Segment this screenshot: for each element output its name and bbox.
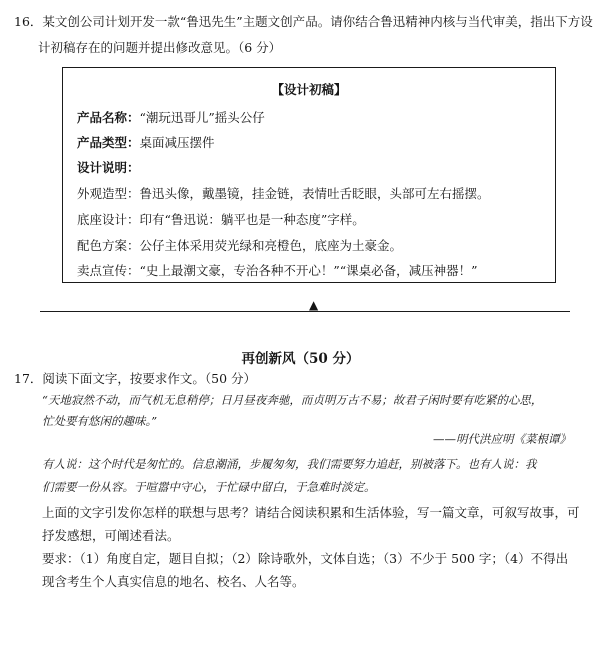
product-name-value: “潮玩迅哥儿”摇头公仔 (139, 110, 265, 125)
prompt-line1: 上面的文字引发你怎样的联想与思考？请结合阅读积累和生活体验，写一篇文章，可叙写故事，可 (42, 505, 580, 520)
quote-line2: 忙处要有悠闲的趣味。” (42, 414, 158, 428)
design-draft-title: 【设计初稿】 (271, 82, 347, 97)
requirements-line1: 要求：（1）角度自定，题目自拟；（2）除诗歌外，文体自选；（3）不少于 500 字；（4）不得出 (42, 551, 569, 566)
material-para-line2: 们需要一份从容。于喧嚣中守心，于忙碌中留白，于急难时淡定。 (42, 480, 376, 494)
design-draft-box (62, 67, 556, 283)
product-type-label: 产品类型： (77, 135, 140, 150)
section-divider (40, 311, 570, 312)
question-16-text-line2: 计初稿存在的问题并提出修改意见。（6 分） (38, 40, 282, 55)
prompt-line2: 抒发感想，可阐述看法。 (42, 528, 180, 543)
color-scheme-line: 配色方案：公仔主体采用荧光绿和亮橙色，底座为土豪金。 (77, 238, 403, 253)
base-design-line: 底座设计：印有“鲁迅说：躺平也是一种态度”字样。 (77, 212, 365, 227)
appearance-line: 外观造型：鲁迅头像，戴墨镜，挂金链，表情吐舌眨眼，头部可左右摇摆。 (77, 186, 490, 201)
product-name-label: 产品名称： (77, 110, 140, 125)
quote-source: ——明代洪应明《菜根谭》 (433, 432, 571, 446)
requirements-line2: 现含考生个人真实信息的地名、校名、人名等。 (42, 574, 305, 589)
question-17-title: 17．阅读下面文字，按要求作文。（50 分） (14, 371, 257, 386)
divider-triangle-icon: ▲ (309, 298, 319, 312)
material-para-line1: 有人说：这个时代是匆忙的。信息潮涌，步履匆匆，我们需要努力追赶，别被落下。也有人说：我 (42, 457, 537, 471)
design-description-label: 设计说明： (77, 160, 140, 175)
question-16-text-line1: 16．某文创公司计划开发一款“鲁迅先生”主题文创产品。请你结合鲁迅精神内核与当代审美，指出下方设 (14, 14, 593, 29)
section-title: 再创新风（50 分） (241, 351, 360, 367)
product-type-value: 桌面减压摆件 (139, 135, 215, 150)
selling-point-line: 卖点宣传：“史上最潮文豪，专治各种不开心！”“课桌必备，减压神器！” (77, 263, 478, 278)
product-name-row (77, 108, 265, 126)
product-type-row (77, 133, 215, 151)
quote-line1: “天地寂然不动，而气机无息稍停；日月昼夜奔驰，而贞明万古不易；故君子闲时要有吃紧的心思， (42, 393, 543, 407)
